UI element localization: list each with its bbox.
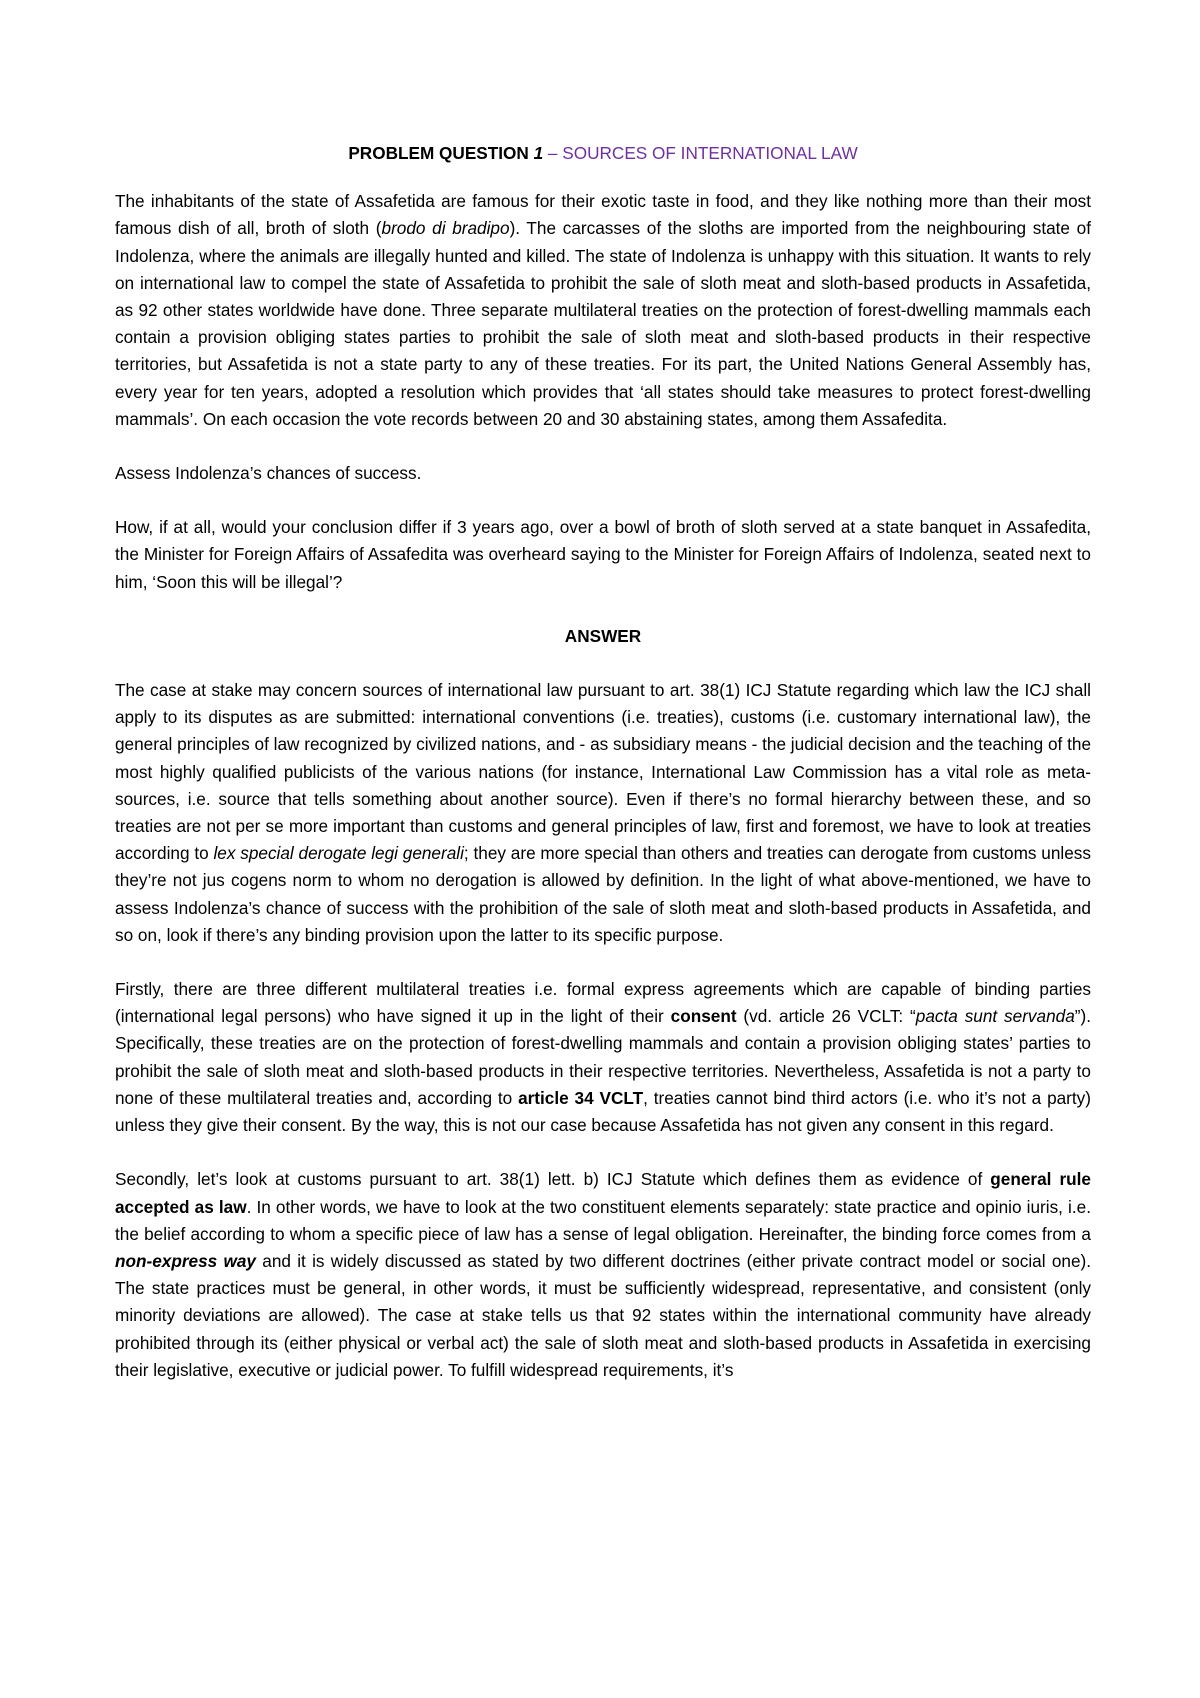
text-run: Assess Indolenza’s chances of success. xyxy=(115,463,422,484)
bold-text: general rule accepted as law xyxy=(115,1169,1091,1217)
text-run: The case at stake may concern sources of international law pursuant to art. 38(1) ICJ Statute regarding which law the ICJ shall apply to its disputes as are submitted: international conventions (i.e. treaties), customs (i.e. customary international law), the general principles of law recognized by civilized nations, and - as subsidiary means - the judicial decision and the teaching of the most highly qualified publicists of the various nations (for instance, International Law Commission has a vital role as meta-sources, i.e. source that tells something about another source). Even if there’s no formal hierarchy between these, and so treaties are not per se more important than customs and general principles of law, first and foremost, we have to look at treaties according to xyxy=(115,680,1091,864)
text-run: . In other words, we have to look at the two constituent elements separately: state practice and opinio iuris, i.e. the belief according to whom a specific piece of law has a sense of legal obligation. Hereinafter, the binding force comes from a xyxy=(115,1196,1091,1244)
text-run: ). The carcasses of the sloths are imported from the neighbouring state of Indolenza, where the animals are illegally hunted and killed. The state of Indolenza is unhappy with this situation. It wants to rely on international law to compel the state of Assafetida to prohibit the sale of sloth meat and sloth-based products in Assafetida, as 92 other states worldwide have done. Three separate multilateral treaties on the protection of forest-dwelling mammals each contain a provision obliging states parties to prohibit the sale of sloth meat and sloth-based products in their respective territories, but Assafetida is not a state party to any of these treaties. For its part, the United Nations General Assembly has, every year for ten years, adopted a resolution which provides that ‘all states should take measures to protect forest-dwelling mammals’. On each occasion the vote records between 20 and 30 abstaining states, among them Assafedita. xyxy=(115,218,1091,429)
text-run: The inhabitants of the state of Assafetida are famous for their exotic taste in food, and they like nothing more than their most famous dish of all, broth of sloth ( xyxy=(115,191,1091,239)
answer-paragraph-3 xyxy=(115,1166,1091,1384)
problem-paragraph-1 xyxy=(115,188,1091,433)
document-title xyxy=(115,140,1091,167)
answer-paragraph-2 xyxy=(115,976,1091,1139)
text-run: (vd. article 26 VCLT: “ xyxy=(736,1006,916,1027)
title-number: 1 xyxy=(533,143,544,163)
problem-paragraph-2 xyxy=(115,460,1091,487)
title-main: PROBLEM QUESTION xyxy=(348,143,534,163)
document-page xyxy=(115,140,1091,1384)
text-run: ”). Specifically, these treaties are on the protection of forest-dwelling mammals and contain a provision obliging states’ parties to prohibit the sale of sloth meat and sloth-based products in their respective territories. Nevertheless, Assafetida is not a party to none of these multilateral treaties and, according to xyxy=(115,1006,1091,1108)
italic-text: brodo di bradipo xyxy=(381,218,510,239)
text-run: How, if at all, would your conclusion differ if 3 years ago, over a bowl of broth of sloth served at a state banquet in Assafedita, the Minister for Foreign Affairs of Assafedita was overheard saying to the Minister for Foreign Affairs of Indolenza, seated next to him, ‘Soon this will be illegal’? xyxy=(115,517,1091,592)
bold-italic-text xyxy=(115,1251,256,1271)
text-run: Firstly, there are three different multilateral treaties i.e. formal express agreements which are capable of binding parties (international legal persons) who have signed it up in the light of their xyxy=(115,979,1091,1027)
bold-text: consent xyxy=(670,1006,737,1027)
italic-text: pacta sunt servanda xyxy=(915,1006,1075,1027)
text-run: Secondly, let’s look at customs pursuant to art. 38(1) lett. b) ICJ Statute which defines them as evidence of xyxy=(115,1169,991,1190)
title-dash: – xyxy=(543,143,563,163)
bold-text: article 34 VCLT xyxy=(518,1087,644,1108)
text-run: and it is widely discussed as stated by two different doctrines (either private contract model or social one). The state practices must be general, in other words, it must be sufficiently widespread, representative, and consistent (only minority deviations are allowed). The case at stake tells us that 92 states within the international community have already prohibited through its (either physical or verbal act) the sale of sloth meat and sloth-based products in Assafetida in exercising their legislative, executive or judicial power. To fulfill widespread requirements, it’s xyxy=(115,1250,1092,1380)
emphasis-text: non-express way xyxy=(115,1250,256,1271)
text-run: , treaties cannot bind third actors (i.e. who it’s not a party) unless they give their consent. By the way, this is not our case because Assafetida has not given any consent in this regard. xyxy=(115,1087,1091,1136)
problem-paragraph-3 xyxy=(115,514,1091,596)
answer-paragraph-1 xyxy=(115,677,1091,949)
italic-text: lex special derogate legi generali xyxy=(213,843,464,864)
answer-heading: ANSWER xyxy=(564,625,642,646)
title-topic: SOURCES OF INTERNATIONAL LAW xyxy=(562,143,858,163)
text-run: ; they are more special than others and treaties can derogate from customs unless they’re not jus cogens norm to whom no derogation is allowed by definition. In the light of what above-mentioned, we have to assess Indolenza’s chance of success with the prohibition of the sale of sloth meat and sloth-based products in Assafetida, and so on, look if there’s any binding provision upon the latter to its specific purpose. xyxy=(115,843,1091,945)
